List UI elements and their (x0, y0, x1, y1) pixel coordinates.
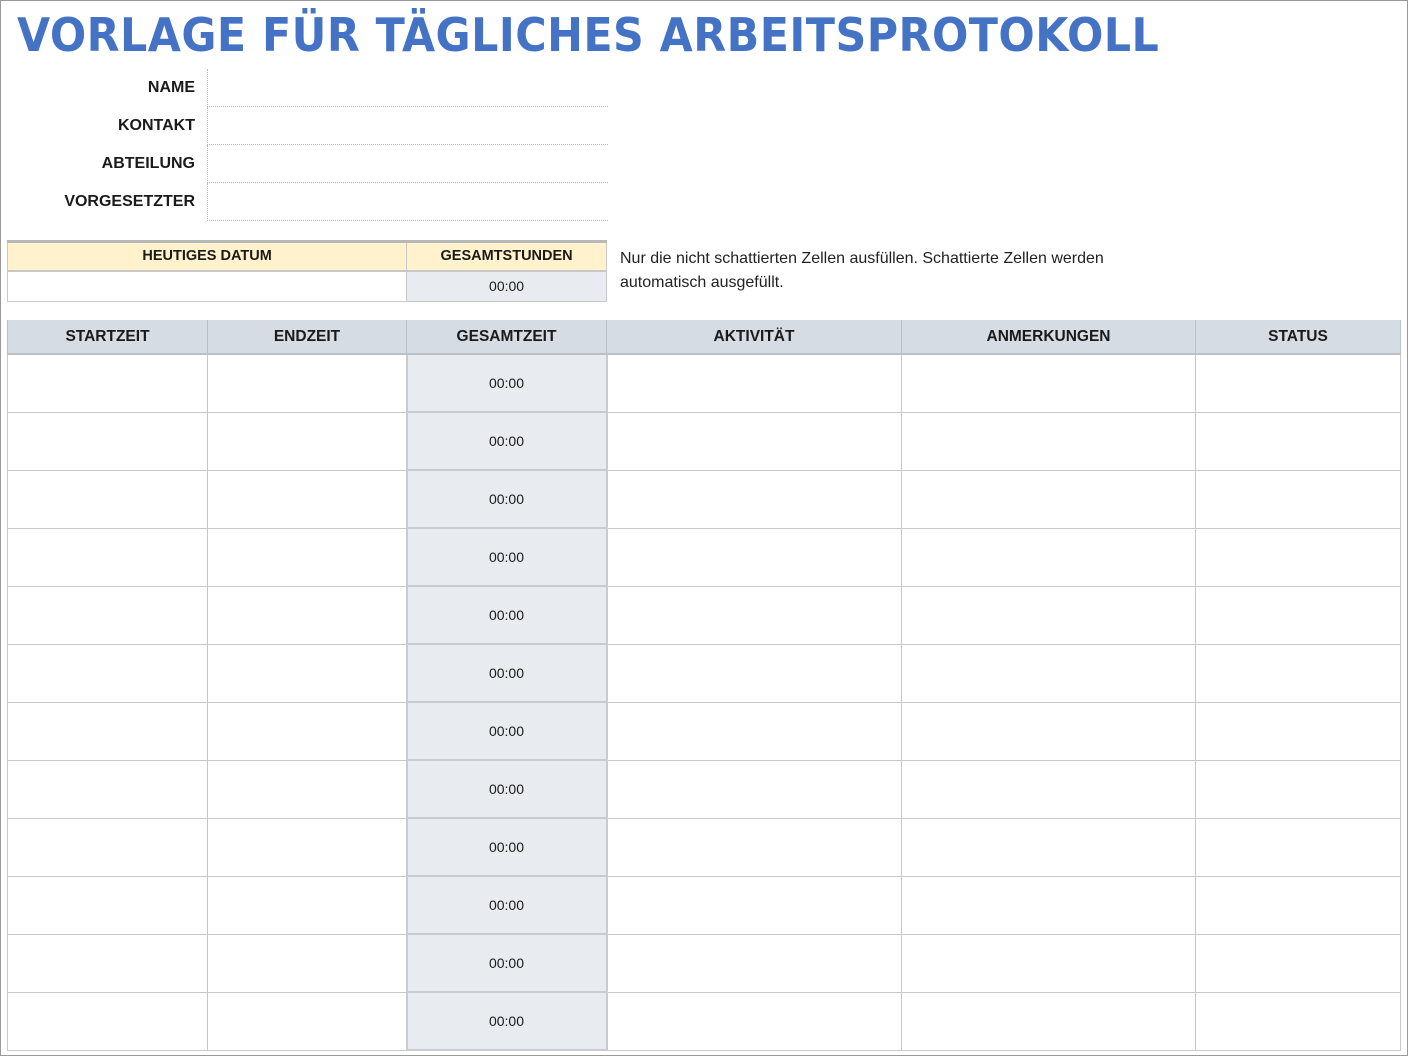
work-log-table (7, 320, 1401, 1051)
status-cell[interactable] (1196, 760, 1401, 818)
table-row (8, 470, 1401, 528)
start-time-cell[interactable] (8, 760, 208, 818)
end-time-cell[interactable] (208, 702, 407, 760)
notes-cell[interactable] (902, 818, 1196, 876)
summary-table (7, 240, 607, 302)
total-time-cell: 00:00 (407, 702, 607, 760)
activity-cell[interactable] (607, 992, 902, 1050)
notes-cell[interactable] (902, 760, 1196, 818)
start-time-cell[interactable] (8, 528, 208, 586)
end-time-cell[interactable] (208, 934, 407, 992)
col-header-end-time: ENDZEIT (208, 320, 407, 354)
col-header-activity: AKTIVITÄT (607, 320, 902, 354)
activity-cell[interactable] (607, 702, 902, 760)
table-row (8, 586, 1401, 644)
notes-cell[interactable] (902, 876, 1196, 934)
table-header-row (8, 320, 1401, 354)
notes-cell[interactable] (902, 412, 1196, 470)
notes-cell[interactable] (902, 992, 1196, 1050)
notes-cell[interactable] (902, 702, 1196, 760)
status-cell[interactable] (1196, 818, 1401, 876)
total-time-cell: 00:00 (407, 470, 607, 528)
end-time-cell[interactable] (208, 760, 407, 818)
supervisor-field[interactable] (207, 183, 608, 221)
start-time-cell[interactable] (8, 934, 208, 992)
status-cell[interactable] (1196, 528, 1401, 586)
start-time-cell[interactable] (8, 412, 208, 470)
col-header-total-time: GESAMTZEIT (407, 320, 607, 354)
info-row-contact (8, 107, 608, 145)
notes-cell[interactable] (902, 644, 1196, 702)
start-time-cell[interactable] (8, 876, 208, 934)
end-time-cell[interactable] (208, 412, 407, 470)
start-time-cell[interactable] (8, 818, 208, 876)
col-header-notes: ANMERKUNGEN (902, 320, 1196, 354)
status-cell[interactable] (1196, 934, 1401, 992)
table-row (8, 644, 1401, 702)
status-cell[interactable] (1196, 470, 1401, 528)
start-time-cell[interactable] (8, 586, 208, 644)
date-cell[interactable] (8, 271, 407, 302)
info-row-supervisor (8, 183, 608, 221)
total-hours-cell: 00:00 (407, 271, 607, 302)
department-field[interactable] (207, 145, 608, 183)
activity-cell[interactable] (607, 644, 902, 702)
activity-cell[interactable] (607, 934, 902, 992)
instruction-note: Nur die nicht schattierten Zellen ausfüllen. Schattierte Zellen werden automatisch ausgefüllt. (620, 250, 1104, 291)
activity-cell[interactable] (607, 528, 902, 586)
start-time-cell[interactable] (8, 354, 208, 412)
activity-cell[interactable] (607, 876, 902, 934)
status-cell[interactable] (1196, 586, 1401, 644)
start-time-cell[interactable] (8, 644, 208, 702)
end-time-cell[interactable] (208, 644, 407, 702)
col-header-status: STATUS (1196, 320, 1401, 354)
col-header-start-time: STARTZEIT (8, 320, 208, 354)
date-header: HEUTIGES DATUM (8, 242, 407, 271)
total-time-cell: 00:00 (407, 818, 607, 876)
end-time-cell[interactable] (208, 818, 407, 876)
end-time-cell[interactable] (208, 354, 407, 412)
table-row (8, 934, 1401, 992)
end-time-cell[interactable] (208, 876, 407, 934)
notes-cell[interactable] (902, 470, 1196, 528)
activity-cell[interactable] (607, 354, 902, 412)
total-time-cell: 00:00 (407, 412, 607, 470)
total-hours-header: GESAMTSTUNDEN (407, 242, 607, 271)
department-label: ABTEILUNG (101, 155, 195, 172)
notes-cell[interactable] (902, 354, 1196, 412)
notes-cell[interactable] (902, 586, 1196, 644)
activity-cell[interactable] (607, 470, 902, 528)
end-time-cell[interactable] (208, 586, 407, 644)
total-time-cell: 00:00 (407, 586, 607, 644)
end-time-cell[interactable] (208, 528, 407, 586)
table-row (8, 412, 1401, 470)
table-row (8, 992, 1401, 1050)
table-row (8, 702, 1401, 760)
end-time-cell[interactable] (208, 992, 407, 1050)
status-cell[interactable] (1196, 992, 1401, 1050)
total-time-cell: 00:00 (407, 644, 607, 702)
table-row (8, 818, 1401, 876)
info-section (8, 69, 608, 221)
total-time-cell: 00:00 (407, 354, 607, 412)
start-time-cell[interactable] (8, 992, 208, 1050)
table-row (8, 876, 1401, 934)
info-row-department (8, 145, 608, 183)
activity-cell[interactable] (607, 760, 902, 818)
page-title: VORLAGE FÜR TÄGLICHES ARBEITSPROTOKOLL (17, 8, 1160, 62)
total-time-cell: 00:00 (407, 876, 607, 934)
total-time-cell: 00:00 (407, 992, 607, 1050)
activity-cell[interactable] (607, 818, 902, 876)
table-row (8, 760, 1401, 818)
activity-cell[interactable] (607, 586, 902, 644)
table-row (8, 528, 1401, 586)
contact-field[interactable] (207, 107, 608, 145)
contact-label: KONTAKT (117, 117, 195, 134)
notes-cell[interactable] (902, 934, 1196, 992)
status-cell[interactable] (1196, 876, 1401, 934)
start-time-cell[interactable] (8, 702, 208, 760)
name-field[interactable] (207, 69, 608, 107)
status-cell[interactable] (1196, 702, 1401, 760)
info-row-name (8, 69, 608, 107)
start-time-cell[interactable] (8, 470, 208, 528)
status-cell[interactable] (1196, 354, 1401, 412)
status-cell[interactable] (1196, 644, 1401, 702)
activity-cell[interactable] (607, 412, 902, 470)
table-row (8, 354, 1401, 412)
total-time-cell: 00:00 (407, 528, 607, 586)
status-cell[interactable] (1196, 412, 1401, 470)
end-time-cell[interactable] (208, 470, 407, 528)
total-time-cell: 00:00 (407, 934, 607, 992)
total-time-cell: 00:00 (407, 760, 607, 818)
supervisor-label: VORGESETZTER (64, 193, 195, 210)
name-label: NAME (147, 79, 195, 96)
notes-cell[interactable] (902, 528, 1196, 586)
